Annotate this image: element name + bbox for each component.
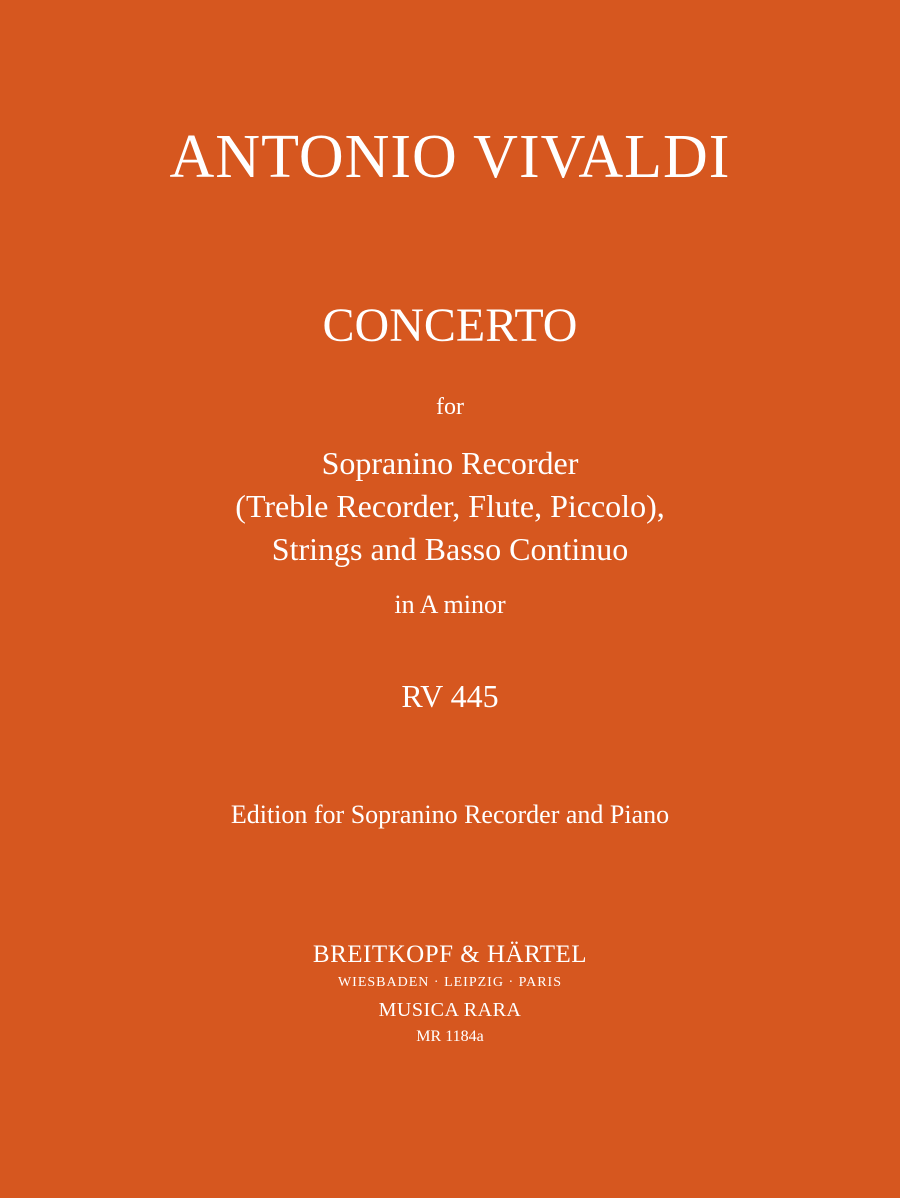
composer-name: ANTONIO VIVALDI bbox=[169, 123, 731, 191]
edition-description: Edition for Sopranino Recorder and Piano bbox=[230, 800, 670, 829]
imprint-name: MUSICA RARA bbox=[378, 999, 522, 1021]
instrument-line: Sopranino Recorder bbox=[321, 445, 579, 481]
rv-catalogue-number: RV 445 bbox=[401, 678, 499, 714]
edition-number: MR 1184a bbox=[416, 1028, 484, 1045]
instrument-line: Strings and Basso Continuo bbox=[271, 531, 629, 567]
instrumentation bbox=[0, 442, 900, 571]
key-signature: in A minor bbox=[394, 590, 506, 619]
instrument-line: (Treble Recorder, Flute, Piccolo), bbox=[235, 488, 665, 524]
publisher-name: BREITKOPF & HÄRTEL bbox=[312, 941, 588, 968]
work-title: CONCERTO bbox=[322, 299, 578, 352]
for-label: for bbox=[436, 394, 464, 420]
publisher-cities: WIESBADEN · LEIPZIG · PARIS bbox=[337, 975, 563, 990]
